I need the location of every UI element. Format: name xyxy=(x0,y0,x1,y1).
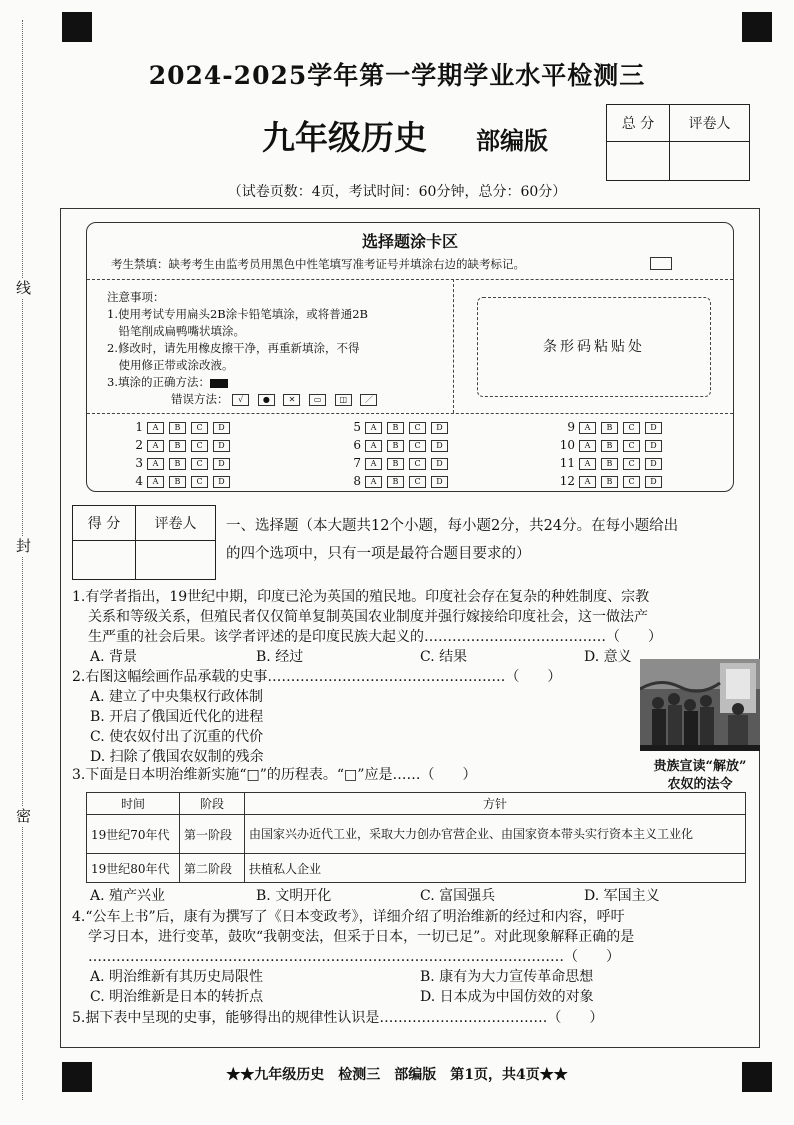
q1-line1: 1.有学者指出，19世纪中期，印度已沦为英国的殖民地。印度社会存在复杂的种姓制度、宗教 xyxy=(72,589,650,605)
question-number: 11 xyxy=(559,456,575,470)
instructions xyxy=(107,289,447,408)
answer-bubble-c[interactable]: C xyxy=(191,440,208,452)
answer-bubble-a[interactable]: A xyxy=(579,422,596,434)
answer-bubble-d[interactable]: D xyxy=(645,422,662,434)
q4-line1: 4.“公车上书”后，康有为撰写了《日本变政考》，详细介绍了明治维新的经过和内容，呼吁 xyxy=(72,909,625,925)
answer-bubble-b[interactable]: B xyxy=(601,422,618,434)
table-row xyxy=(87,815,746,854)
q1-option-a: A. 背景 xyxy=(90,649,138,665)
section1-score-label: 得 分 xyxy=(73,506,136,541)
wrong-mark-box-icon: ▭ xyxy=(309,394,326,406)
edition-label: 部编版 xyxy=(476,126,548,155)
q3-cell-time: 19世纪70年代 xyxy=(87,815,180,854)
q3-header-policy: 方针 xyxy=(245,793,746,815)
q3-table-header xyxy=(87,793,746,815)
card-divider-mid xyxy=(87,413,733,414)
q3-cell-stage: 第二阶段 xyxy=(180,854,245,883)
correct-method-label: 3.填涂的正确方法： xyxy=(107,375,210,389)
answer-row-12 xyxy=(559,472,667,491)
answer-bubble-c[interactable]: C xyxy=(409,422,426,434)
q3-option-d: D. 军国主义 xyxy=(584,888,660,904)
answer-bubble-a[interactable]: A xyxy=(365,458,382,470)
registration-mark-top-right xyxy=(742,12,772,42)
answer-bubble-d[interactable]: D xyxy=(431,440,448,452)
question-number: 5 xyxy=(353,420,361,434)
section1-grader-label: 评卷人 xyxy=(136,506,216,541)
answer-bubble-b[interactable]: B xyxy=(169,458,186,470)
question-number: 1 xyxy=(135,420,143,434)
grader-label: 评卷人 xyxy=(670,105,750,142)
section1-heading-line1: 一、选择题（本大题共12个小题，每小题2分，共24分。在每小题给出 xyxy=(226,518,679,534)
q1-option-b: B. 经过 xyxy=(256,649,304,665)
q2-stem: 2.右图这幅绘画作品承载的史事……………………………………………（ ） xyxy=(72,669,562,685)
answer-bubble-a[interactable]: A xyxy=(365,476,382,488)
page-footer: ★★九年级历史 检测三 部编版 第1页，共4页★★ xyxy=(226,1067,568,1083)
answer-card xyxy=(86,222,734,492)
table-row xyxy=(87,854,746,883)
answer-bubble-c[interactable]: C xyxy=(191,476,208,488)
q3-cell-policy: 扶植私人企业 xyxy=(245,854,746,883)
instruction-line: 铅笔削成扁鸭嘴状填涂。 xyxy=(107,324,245,338)
q1-option-c: C. 结果 xyxy=(420,649,468,665)
question-number: 12 xyxy=(559,474,575,488)
card-divider-vertical xyxy=(453,279,454,413)
question-number: 9 xyxy=(567,420,575,434)
instruction-line xyxy=(107,374,447,391)
q5-stem: 5.据下表中呈现的史事，能够得出的规律性认识是………………………………（ ） xyxy=(72,1010,604,1026)
answer-bubble-c[interactable]: C xyxy=(191,458,208,470)
wrong-mark-cross-icon: ✕ xyxy=(283,394,300,406)
q2-option-c: C. 使农奴付出了沉重的代价 xyxy=(90,729,264,745)
total-score-label: 总 分 xyxy=(607,105,670,142)
question-number: 8 xyxy=(353,474,361,488)
question-number: 2 xyxy=(135,438,143,452)
question-number: 6 xyxy=(353,438,361,452)
answer-row-3 xyxy=(127,454,235,473)
answer-card-title: 选择题涂卡区 xyxy=(361,232,458,251)
answer-bubble-a[interactable]: A xyxy=(365,440,382,452)
answer-bubble-c[interactable]: C xyxy=(409,458,426,470)
question-number: 3 xyxy=(135,456,143,470)
answer-row-7 xyxy=(345,454,453,473)
answer-bubble-d[interactable]: D xyxy=(213,440,230,452)
answer-bubble-b[interactable]: B xyxy=(601,440,618,452)
absent-notice: 考生禁填：缺考考生由监考员用黑色中性笔填写准考证号并填涂右边的缺考标记。 xyxy=(111,257,525,271)
answer-bubble-d[interactable]: D xyxy=(213,458,230,470)
q3-table xyxy=(86,792,746,883)
answer-bubble-d[interactable]: D xyxy=(431,422,448,434)
answer-bubble-c[interactable]: C xyxy=(623,440,640,452)
q3-option-a: A. 殖产兴业 xyxy=(90,888,166,904)
answer-row-11 xyxy=(559,454,667,473)
answer-bubble-d[interactable]: D xyxy=(213,422,230,434)
answer-bubble-c[interactable]: C xyxy=(409,440,426,452)
q3-header-stage: 阶段 xyxy=(180,793,245,815)
answer-bubble-a[interactable]: A xyxy=(365,422,382,434)
answer-row-8 xyxy=(345,472,453,491)
q2-caption-line1: 贵族宣读“解放” xyxy=(653,759,747,774)
answer-row-1 xyxy=(127,418,235,437)
q2-option-a: A. 建立了中央集权行政体制 xyxy=(90,689,264,705)
painting-illustration xyxy=(640,659,760,751)
section1-grader-cell[interactable] xyxy=(136,541,216,580)
q4-option-a: A. 明治维新有其历史局限性 xyxy=(90,969,264,985)
section1-score-cell[interactable] xyxy=(73,541,136,580)
answer-bubble-b[interactable]: B xyxy=(387,458,404,470)
answer-bubble-d[interactable]: D xyxy=(213,476,230,488)
registration-mark-top-left xyxy=(62,12,92,42)
q4-line2: 学习日本，进行变革，鼓吹“我朝变法，但采于日本，一切已足”。对此现象解释正确的是 xyxy=(88,929,635,945)
answer-bubble-c[interactable]: C xyxy=(409,476,426,488)
q2-option-d: D. 扫除了俄国农奴制的残余 xyxy=(90,749,264,765)
section1-score-box xyxy=(72,505,216,580)
exam-info: （试卷页数：4页，考试时间：60分钟，总分：60分） xyxy=(227,184,567,200)
question-number: 10 xyxy=(559,438,575,452)
q2-painting xyxy=(640,659,760,751)
exam-title: 2024-2025学年第一学期学业水平检测三 xyxy=(148,61,646,90)
q3-cell-time: 19世纪80年代 xyxy=(87,854,180,883)
answer-row-10 xyxy=(559,436,667,455)
total-score-box xyxy=(606,104,750,181)
answer-bubble-b[interactable]: B xyxy=(387,440,404,452)
card-divider-top xyxy=(87,279,733,280)
q4-option-b: B. 康有为大力宣传革命思想 xyxy=(420,969,594,985)
q3-cell-stage: 第一阶段 xyxy=(180,815,245,854)
answer-bubble-d[interactable]: D xyxy=(645,476,662,488)
q4-option-d: D. 日本成为中国仿效的对象 xyxy=(420,989,594,1005)
wrong-mark-slash-icon: ／ xyxy=(360,394,377,406)
answer-bubble-c[interactable]: C xyxy=(623,422,640,434)
answer-row-9 xyxy=(559,418,667,437)
q2-option-b: B. 开启了俄国近代化的进程 xyxy=(90,709,264,725)
correct-fill-sample xyxy=(210,379,228,388)
q4-option-c: C. 明治维新是日本的转折点 xyxy=(90,989,264,1005)
q1-line3: 生严重的社会后果。该学者评述的是印度民族大起义的…………………………………（ ） xyxy=(88,629,662,645)
grader-cell[interactable] xyxy=(670,142,750,181)
answer-bubble-c[interactable]: C xyxy=(191,422,208,434)
answer-row-6 xyxy=(345,436,453,455)
binding-char-xian: 线 xyxy=(16,279,32,297)
answer-bubble-b[interactable]: B xyxy=(601,476,618,488)
q3-header-time: 时间 xyxy=(87,793,180,815)
subject-title: 九年级历史 xyxy=(262,118,427,157)
answer-bubble-b[interactable]: B xyxy=(169,440,186,452)
instruction-line: 使用修正带或涂改液。 xyxy=(107,358,234,372)
answer-bubble-b[interactable]: B xyxy=(169,422,186,434)
answer-bubble-d[interactable]: D xyxy=(645,440,662,452)
answer-bubble-a[interactable]: A xyxy=(147,476,164,488)
answer-bubble-a[interactable]: A xyxy=(147,422,164,434)
section1-heading-line2: 的四个选项中，只有一项是最符合题目要求的） xyxy=(226,546,531,562)
answer-bubble-a[interactable]: A xyxy=(147,440,164,452)
answer-grid xyxy=(87,418,733,490)
q3-stem: 3.下面是日本明治维新实施“□”的历程表。“□”应是……（ ） xyxy=(72,767,477,783)
q2-caption-line2: 农奴的法令 xyxy=(667,777,733,792)
q3-option-b: B. 文明开化 xyxy=(256,888,332,904)
answer-bubble-a[interactable]: A xyxy=(579,476,596,488)
wrong-mark-dot-icon: ● xyxy=(258,394,275,406)
answer-bubble-a[interactable]: A xyxy=(579,440,596,452)
question-number: 7 xyxy=(353,456,361,470)
answer-row-4 xyxy=(127,472,235,491)
answer-bubble-c[interactable]: C xyxy=(623,458,640,470)
answer-row-5 xyxy=(345,418,453,437)
q3-option-c: C. 富国强兵 xyxy=(420,888,496,904)
binding-char-mi: 密 xyxy=(16,807,32,825)
absent-mark-box[interactable] xyxy=(650,257,672,270)
total-score-cell[interactable] xyxy=(607,142,670,181)
answer-bubble-b[interactable]: B xyxy=(169,476,186,488)
wrong-mark-check-icon: √ xyxy=(232,394,249,406)
answer-bubble-b[interactable]: B xyxy=(387,476,404,488)
wrong-method-label: 错误方法： xyxy=(171,392,229,406)
binding-char-feng: 封 xyxy=(16,537,32,555)
answer-bubble-b[interactable]: B xyxy=(601,458,618,470)
instruction-line: 注意事项： xyxy=(107,290,165,304)
question-number: 4 xyxy=(135,474,143,488)
answer-bubble-c[interactable]: C xyxy=(623,476,640,488)
answer-bubble-d[interactable]: D xyxy=(645,458,662,470)
q1-option-d: D. 意义 xyxy=(584,649,632,665)
barcode-label: 条形码粘贴处 xyxy=(543,339,645,355)
instruction-line: 1.使用考试专用扁头2B涂卡铅笔填涂，或将普通2B xyxy=(107,307,369,321)
answer-bubble-d[interactable]: D xyxy=(431,476,448,488)
q1-line2: 关系和等级关系，但殖民者仅仅简单复制英国农业制度并强行嫁接给印度社会，这一做法产 xyxy=(88,609,648,625)
answer-bubble-d[interactable]: D xyxy=(431,458,448,470)
answer-row-2 xyxy=(127,436,235,455)
wrong-method-row xyxy=(107,391,447,408)
instruction-line: 2.修改时，请先用橡皮擦干净，再重新填涂，不得 xyxy=(107,341,360,355)
q3-cell-policy: 由国家兴办近代工业，采取大力创办官营企业、由国家资本带头实行资本主义工业化 xyxy=(245,815,746,854)
barcode-area[interactable] xyxy=(477,297,711,397)
wrong-mark-split-icon: ◫ xyxy=(335,394,352,406)
answer-bubble-a[interactable]: A xyxy=(579,458,596,470)
q4-line3: …………………………………………………………………………………………（ ） xyxy=(88,949,620,965)
answer-bubble-a[interactable]: A xyxy=(147,458,164,470)
answer-bubble-b[interactable]: B xyxy=(387,422,404,434)
